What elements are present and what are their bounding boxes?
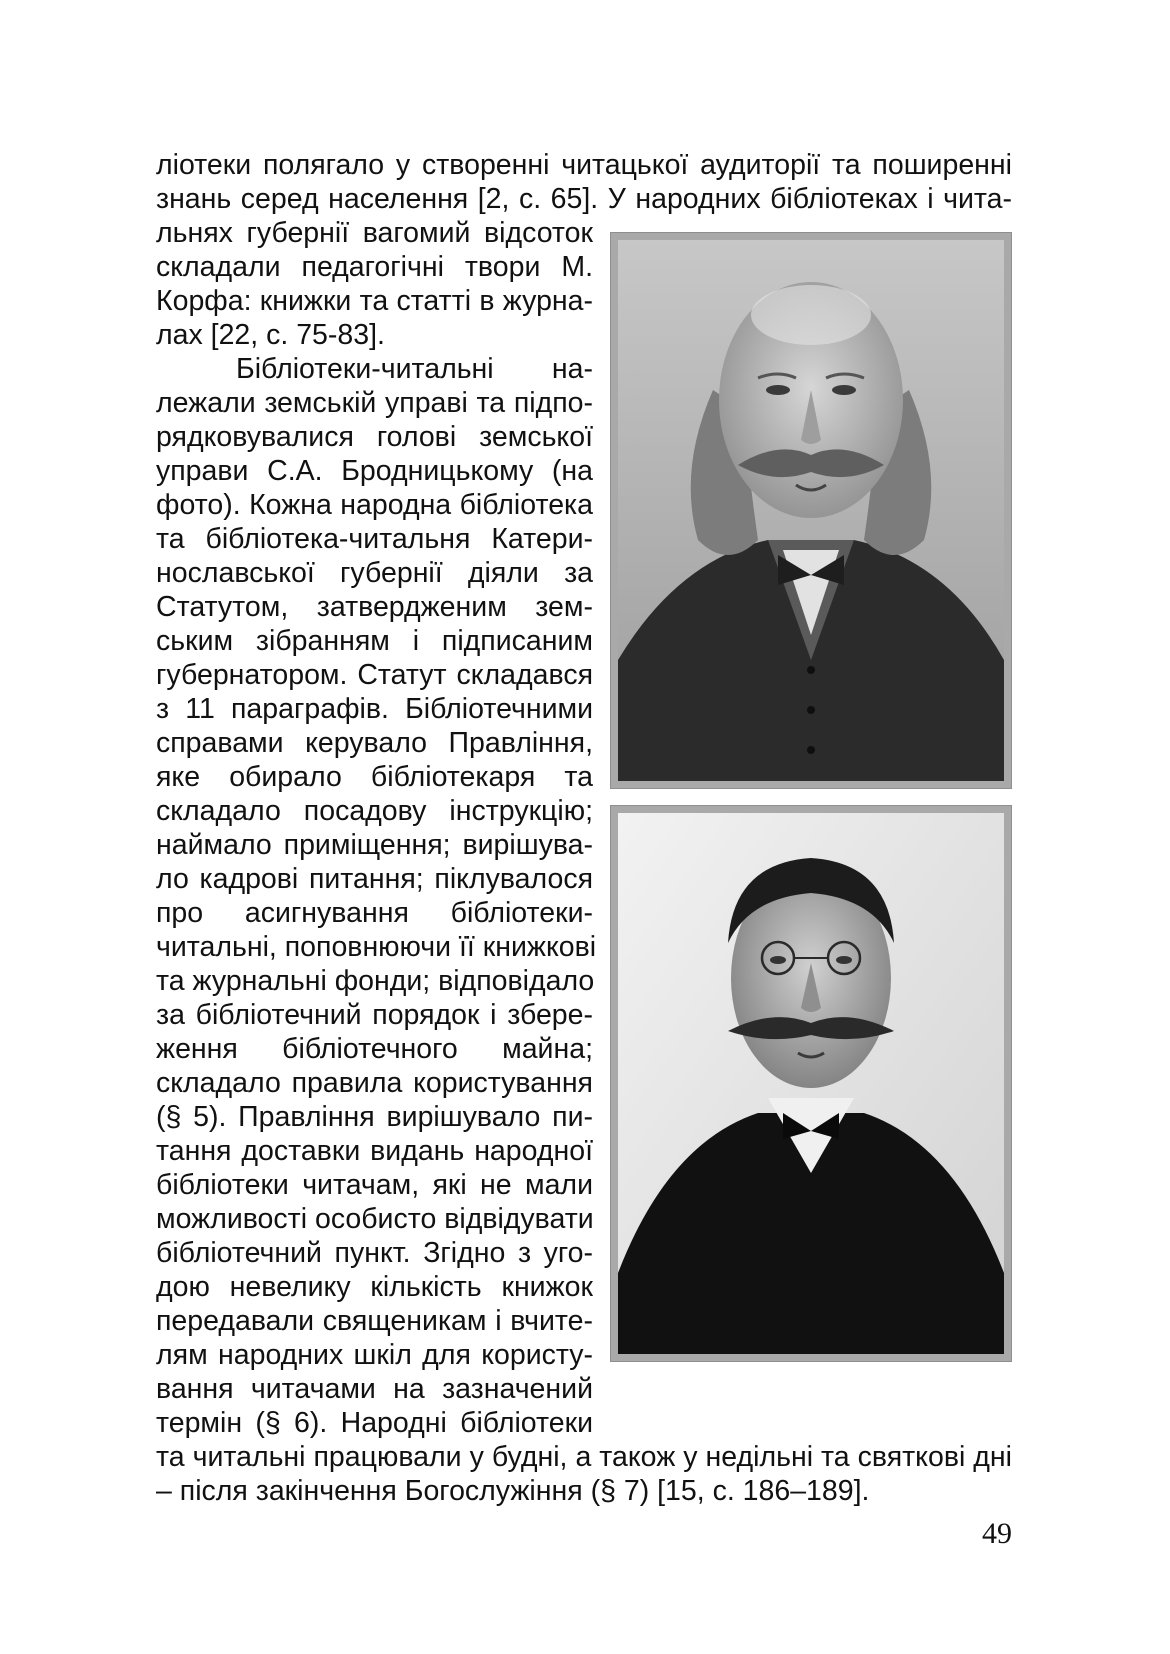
text-line: читальні, поповнюючи її книжкові bbox=[156, 931, 597, 963]
text-line: лям народних шкіл для користу- bbox=[156, 1339, 593, 1371]
text-line: – після закінчення Богослужіння (§ 7) [15, с. 186–189]. bbox=[156, 1475, 870, 1507]
text-line: яке обирало бібліотекаря та bbox=[156, 761, 593, 793]
text-line: за бібліотечний порядок і збере- bbox=[156, 999, 593, 1031]
page-number: 49 bbox=[982, 1517, 1012, 1550]
text-line: ження бібліотечного майна; bbox=[156, 1033, 593, 1065]
text-line: Корфа: книжки та статті в журна- bbox=[156, 285, 593, 317]
text-line: рядковувалися голові земської bbox=[156, 421, 593, 453]
bearded-man-portrait-photo bbox=[610, 232, 1012, 789]
text-line: льнях губернії вагомий відсоток bbox=[156, 217, 593, 249]
text-line: ським зібранням і підписаним bbox=[156, 625, 593, 657]
text-line: (§ 5). Правління вирішувало пи- bbox=[156, 1101, 593, 1133]
text-line: про асигнування бібліотеки- bbox=[156, 897, 593, 929]
text-line: бібліотечний пункт. Згідно з уго- bbox=[156, 1237, 593, 1269]
text-line: справами керувало Правління, bbox=[156, 727, 593, 759]
text-line: та журнальні фонди; відповідало bbox=[156, 965, 595, 997]
text-line: можливості особисто відвідувати bbox=[156, 1203, 594, 1235]
text-line: управи С.А. Бродницькому (на bbox=[156, 455, 593, 487]
text-line: Статутом, затвердженим зем- bbox=[156, 591, 593, 623]
bearded-man-portrait-icon bbox=[618, 240, 1004, 781]
text-line: вання читачами на зазначений bbox=[156, 1373, 593, 1405]
text-line: складало правила користування bbox=[156, 1067, 593, 1099]
text-line: бібліотеки читачам, які не мали bbox=[156, 1169, 593, 1201]
text-line: складали педагогічні твори М. bbox=[156, 251, 593, 283]
text-line: дою невелику кількість книжок bbox=[156, 1271, 593, 1303]
text-line: лах [22, с. 75-83]. bbox=[156, 319, 385, 351]
text-line: лежали земській управі та підпо- bbox=[156, 387, 593, 419]
text-line: наймало приміщення; вирішува- bbox=[156, 829, 593, 861]
text-line: ло кадрові питання; піклувалося bbox=[156, 863, 593, 895]
text-line: складало посадову інструкцію; bbox=[156, 795, 593, 827]
text-line: термін (§ 6). Народні бібліотеки bbox=[156, 1407, 593, 1439]
text-line: з 11 параграфів. Бібліотечними bbox=[156, 693, 593, 725]
text-line: та читальні працювали у будні, а також у недільні та святкові дні bbox=[156, 1441, 1012, 1473]
man-with-pince-nez-portrait-photo bbox=[610, 805, 1012, 1362]
text-line: фото). Кожна народна бібліотека bbox=[156, 489, 593, 521]
man-with-pince-nez-portrait-icon bbox=[618, 813, 1004, 1354]
text-line: ліотеки полягало у створенні читацької аудиторії та поширенні bbox=[156, 149, 1012, 181]
text-line: тання доставки видань народної bbox=[156, 1135, 593, 1167]
text-line: губернатором. Статут складався bbox=[156, 659, 593, 691]
text-line: нославської губернії діяли за bbox=[156, 557, 593, 589]
text-line: передавали священикам і вчите- bbox=[156, 1305, 593, 1337]
text-line: знань серед населення [2, с. 65]. У народних бібліотеках і чита- bbox=[156, 183, 1012, 215]
paragraph-start-line: Бібліотеки-читальні на- bbox=[236, 353, 593, 385]
text-line: та бібліотека-читальня Катери- bbox=[156, 523, 593, 555]
